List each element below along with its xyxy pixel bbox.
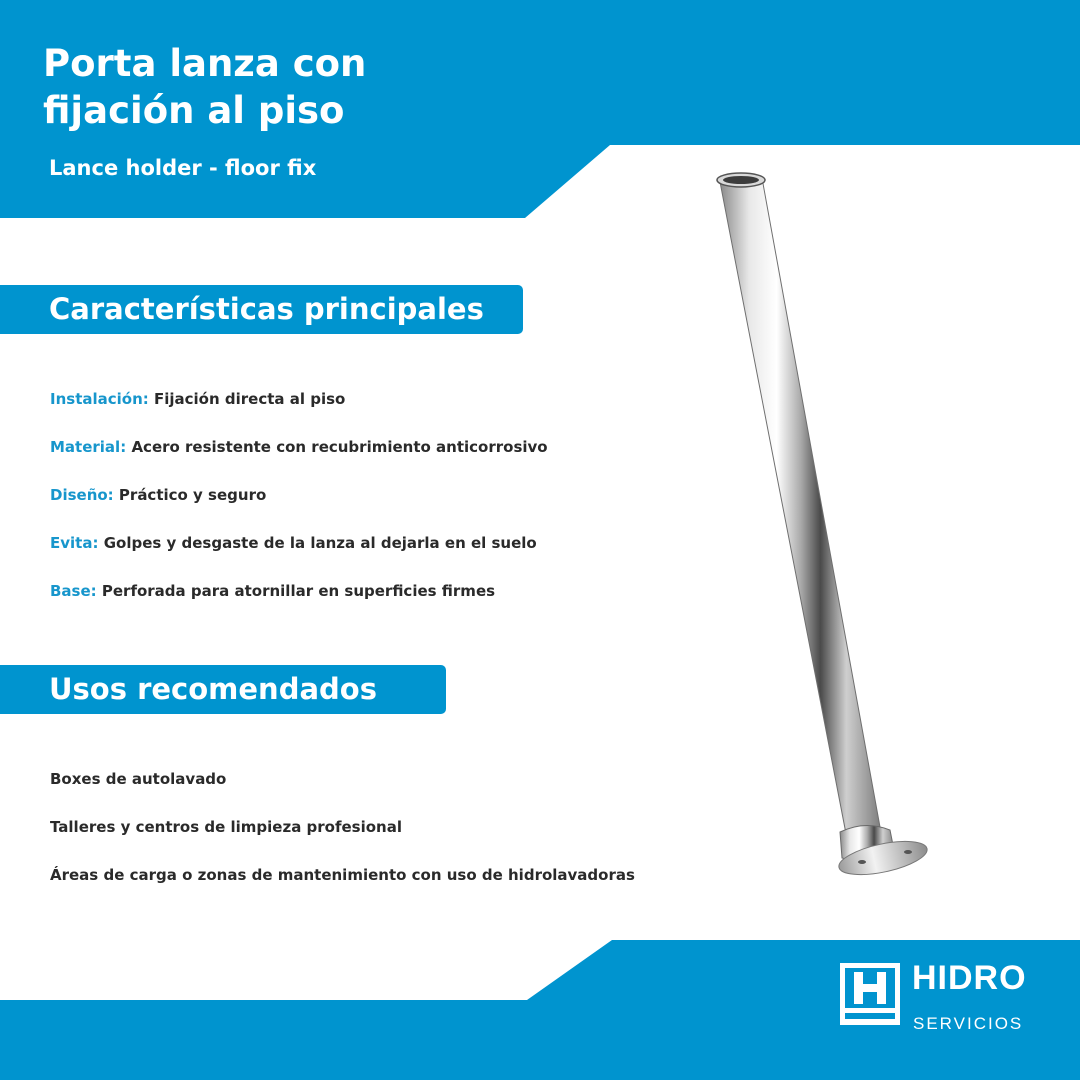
feature-label: Evita: [50, 534, 99, 552]
feature-item [50, 534, 537, 552]
page-title [43, 40, 366, 134]
feature-text: Perforada para atornillar en superficies firmes [101, 582, 496, 600]
use-item: Talleres y centros de limpieza profesional [50, 818, 402, 836]
feature-item [50, 438, 548, 456]
page-subtitle: Lance holder - floor fix [49, 156, 317, 180]
logo-subtext: SERVICIOS [913, 1014, 1024, 1033]
lance-holder-image [690, 160, 950, 890]
feature-text: Golpes y desgaste de la lanza al dejarla en el suelo [103, 534, 537, 552]
feature-label: Material: [50, 438, 127, 456]
use-item: Boxes de autolavado [50, 770, 227, 788]
feature-text: Práctico y seguro [118, 486, 267, 504]
feature-item [50, 582, 495, 600]
feature-text: Acero resistente con recubrimiento anticorrosivo [131, 438, 548, 456]
uses-heading: Usos recomendados [0, 665, 446, 714]
title-line-1: Porta lanza con [43, 42, 367, 85]
feature-item [50, 486, 266, 504]
feature-item [50, 390, 345, 408]
feature-label: Base: [50, 582, 97, 600]
feature-label: Instalación: [50, 390, 149, 408]
features-heading: Características principales [0, 285, 523, 334]
feature-text: Fijación directa al piso [154, 390, 346, 408]
use-item: Áreas de carga o zonas de mantenimiento con uso de hidrolavadoras [50, 866, 635, 884]
logo-h-icon [840, 963, 900, 1025]
logo-text: HIDRO [912, 959, 1027, 997]
title-line-2: fijación al piso [43, 89, 345, 132]
feature-label: Diseño: [50, 486, 114, 504]
